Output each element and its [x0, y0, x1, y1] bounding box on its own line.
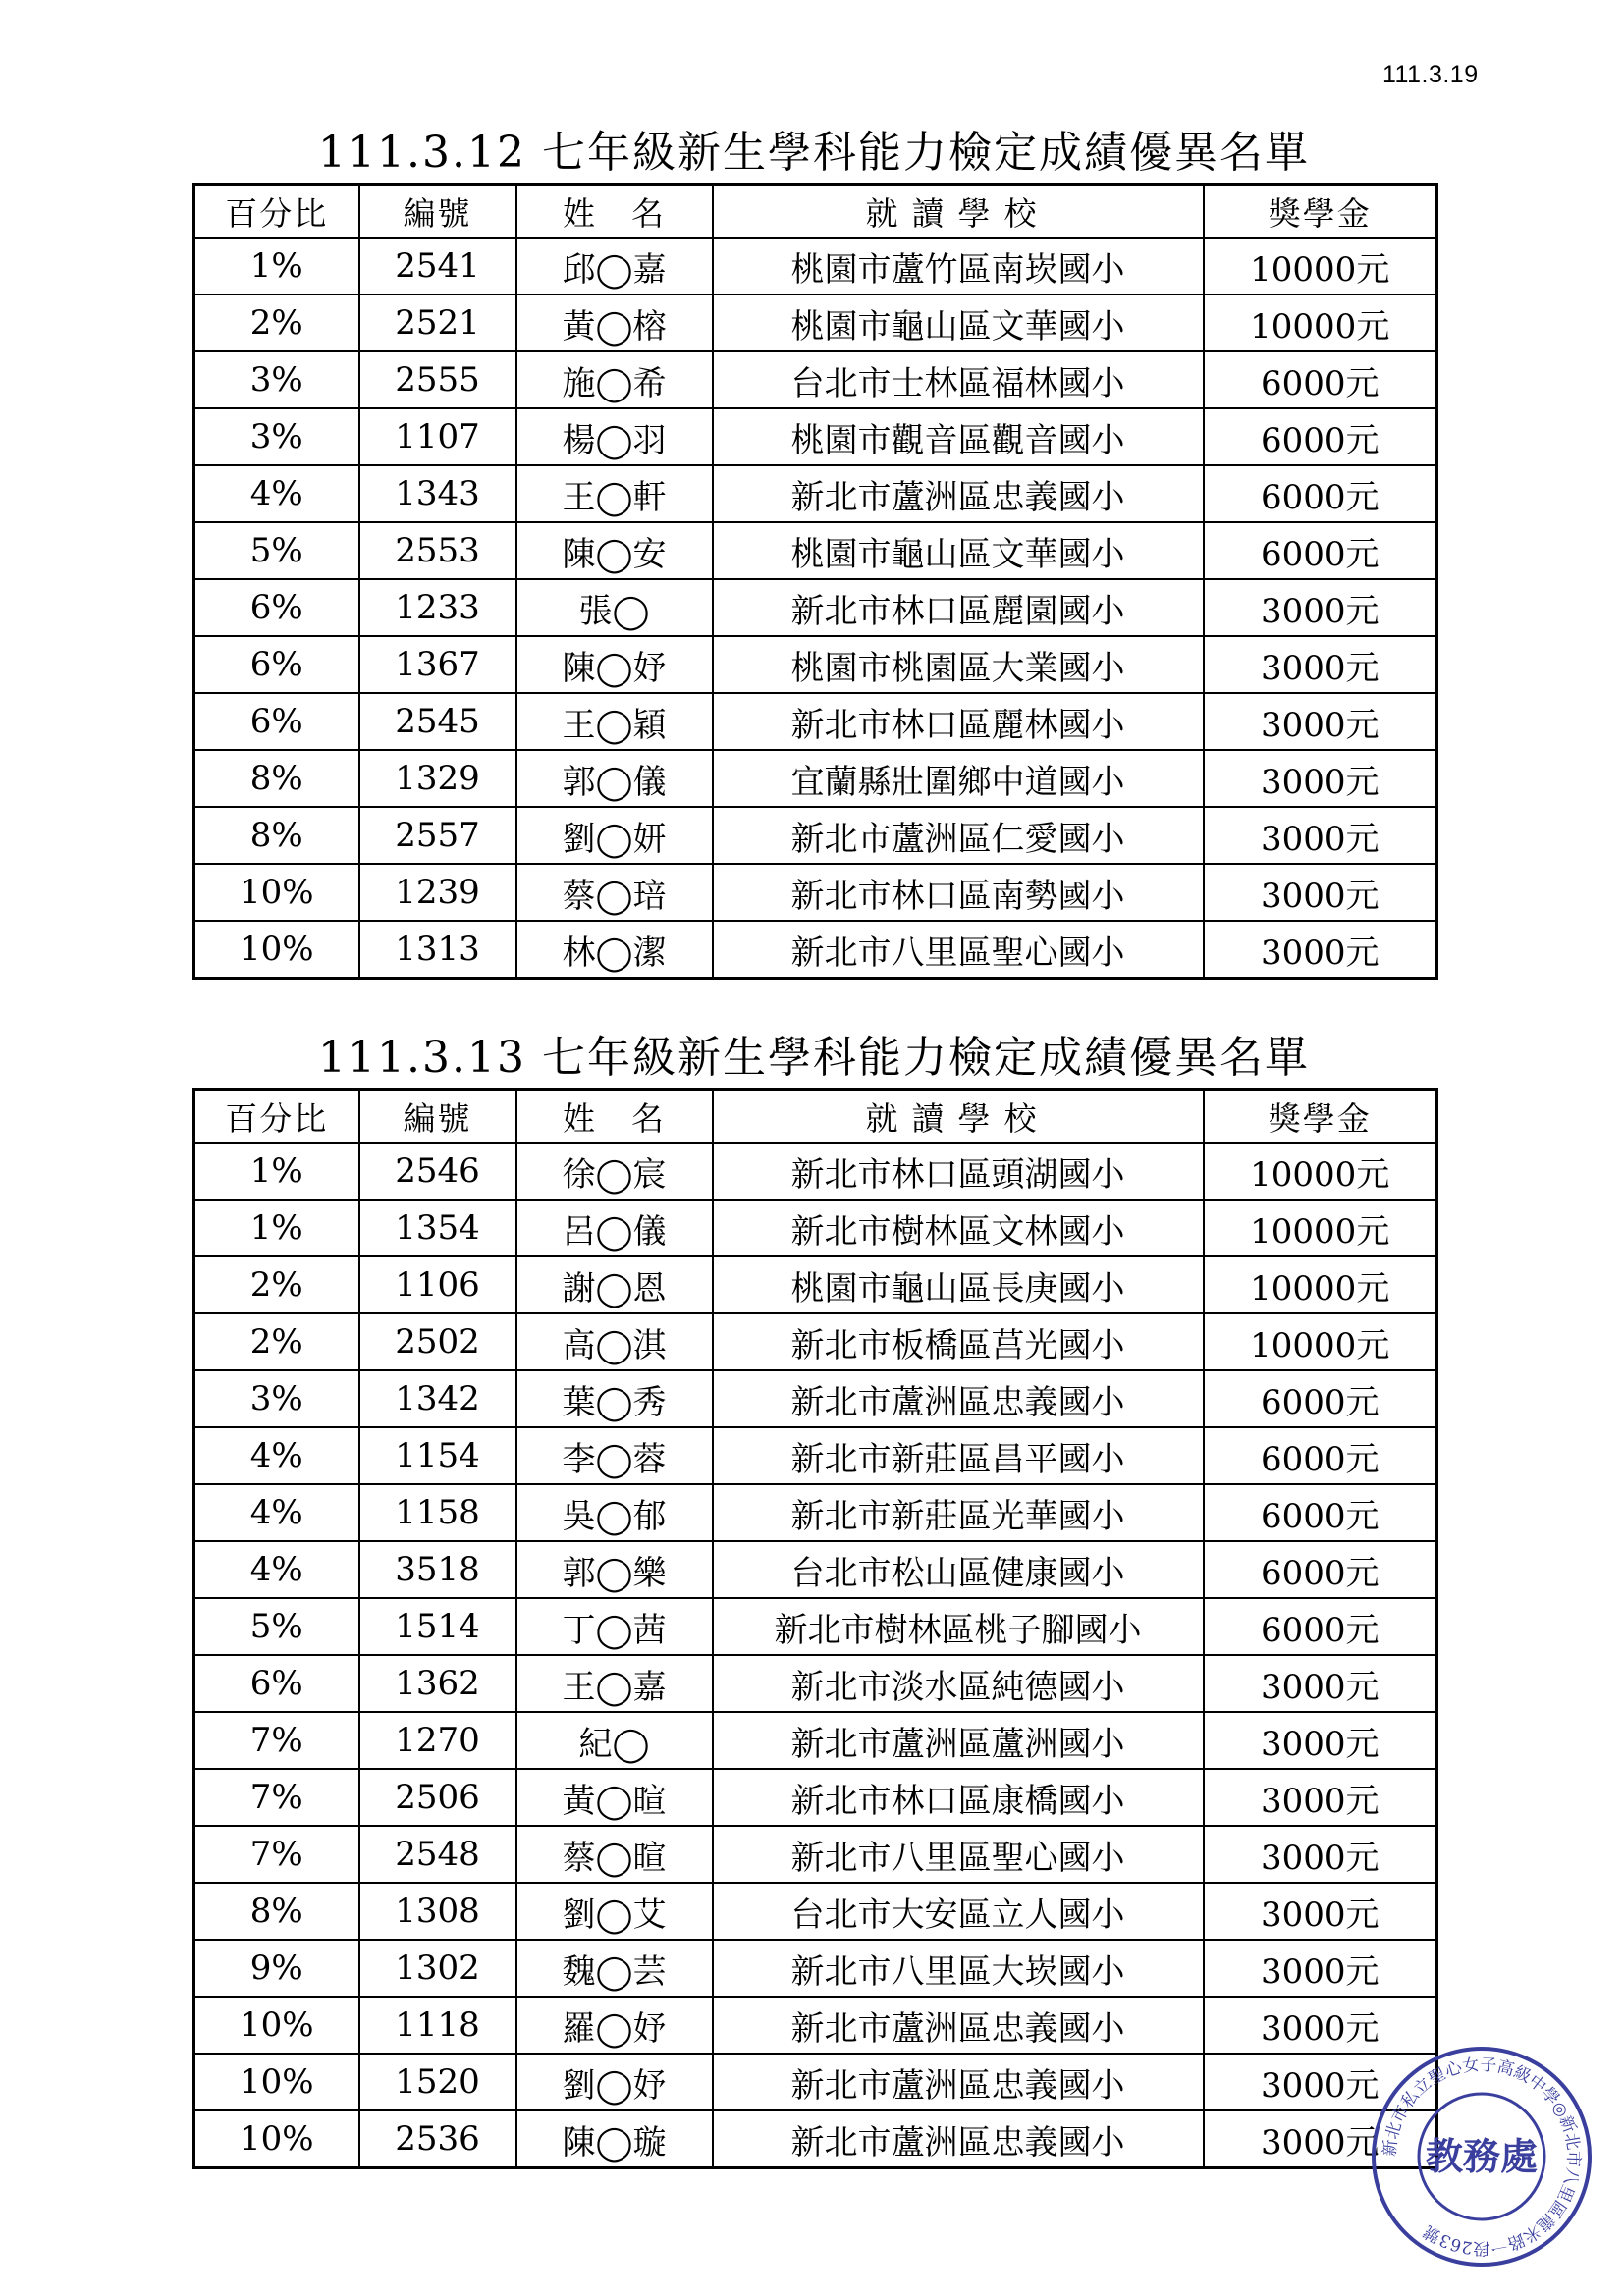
- cell-school: 台北市大安區立人國小: [713, 1883, 1204, 1940]
- table-row: [194, 1883, 1437, 1940]
- table-row: [194, 864, 1437, 921]
- cell-id: 1342: [359, 1370, 516, 1427]
- cell-name: 羅◯妤: [516, 1997, 713, 2054]
- cell-id: 1329: [359, 750, 516, 807]
- cell-id: 2536: [359, 2110, 516, 2168]
- table-row: [194, 1427, 1437, 1484]
- cell-scholarship: 3000元: [1204, 636, 1437, 693]
- cell-school: 台北市士林區福林國小: [713, 351, 1204, 408]
- cell-school: 新北市蘆洲區忠義國小: [713, 2110, 1204, 2168]
- table-row: [194, 294, 1437, 351]
- cell-id: 1308: [359, 1883, 516, 1940]
- cell-scholarship: 3000元: [1204, 807, 1437, 864]
- cell-scholarship: 3000元: [1204, 864, 1437, 921]
- table-row: [194, 1256, 1437, 1313]
- cell-percentile: 10%: [194, 1997, 359, 2054]
- table-body: [194, 1143, 1437, 2168]
- cell-name: 王◯穎: [516, 693, 713, 750]
- cell-percentile: 4%: [194, 1427, 359, 1484]
- header-id: 編號: [359, 1090, 516, 1144]
- cell-scholarship: 3000元: [1204, 1712, 1437, 1769]
- cell-school: 新北市樹林區桃子腳國小: [713, 1598, 1204, 1655]
- cell-scholarship: 3000元: [1204, 1826, 1437, 1883]
- table-row: [194, 1655, 1437, 1712]
- cell-name: 黃◯榕: [516, 294, 713, 351]
- cell-school: 新北市林口區南勢國小: [713, 864, 1204, 921]
- cell-name: 魏◯芸: [516, 1940, 713, 1997]
- cell-scholarship: 3000元: [1204, 1883, 1437, 1940]
- cell-scholarship: 6000元: [1204, 1427, 1437, 1484]
- cell-name: 楊◯羽: [516, 408, 713, 465]
- cell-percentile: 10%: [194, 921, 359, 979]
- cell-name: 陳◯妤: [516, 636, 713, 693]
- cell-school: 新北市蘆洲區仁愛國小: [713, 807, 1204, 864]
- cell-scholarship: 3000元: [1204, 1940, 1437, 1997]
- cell-id: 2555: [359, 351, 516, 408]
- cell-school: 新北市八里區聖心國小: [713, 921, 1204, 979]
- table-row: [194, 636, 1437, 693]
- table-row: [194, 1541, 1437, 1598]
- cell-id: 2521: [359, 294, 516, 351]
- cell-school: 桃園市觀音區觀音國小: [713, 408, 1204, 465]
- cell-percentile: 10%: [194, 864, 359, 921]
- cell-name: 葉◯秀: [516, 1370, 713, 1427]
- cell-percentile: 2%: [194, 1256, 359, 1313]
- cell-id: 2502: [359, 1313, 516, 1370]
- table-row: [194, 750, 1437, 807]
- cell-scholarship: 10000元: [1204, 1143, 1437, 1200]
- table-row: [194, 1712, 1437, 1769]
- cell-percentile: 2%: [194, 294, 359, 351]
- cell-percentile: 6%: [194, 636, 359, 693]
- cell-school: 台北市松山區健康國小: [713, 1541, 1204, 1598]
- cell-id: 2548: [359, 1826, 516, 1883]
- cell-school: 新北市樹林區文林國小: [713, 1200, 1204, 1256]
- cell-name: 陳◯璇: [516, 2110, 713, 2168]
- table-row: [194, 1370, 1437, 1427]
- cell-id: 1354: [359, 1200, 516, 1256]
- cell-scholarship: 6000元: [1204, 1484, 1437, 1541]
- table-row: [194, 408, 1437, 465]
- cell-name: 高◯淇: [516, 1313, 713, 1370]
- header-id: 編號: [359, 185, 516, 239]
- cell-id: 1343: [359, 465, 516, 522]
- table-row: [194, 579, 1437, 636]
- seal-ring-textpath: 新北市私立聖心女子高級中學◎新北市八里區龍米路一段263號: [1380, 2055, 1584, 2259]
- cell-percentile: 7%: [194, 1826, 359, 1883]
- cell-percentile: 1%: [194, 238, 359, 294]
- cell-id: 1158: [359, 1484, 516, 1541]
- table-row: [194, 1200, 1437, 1256]
- cell-name: 李◯蓉: [516, 1427, 713, 1484]
- cell-scholarship: 6000元: [1204, 408, 1437, 465]
- header-scholarship: 獎學金: [1204, 1090, 1437, 1144]
- cell-percentile: 6%: [194, 693, 359, 750]
- cell-scholarship: 3000元: [1204, 921, 1437, 979]
- table-row: [194, 1313, 1437, 1370]
- table-row: [194, 2054, 1437, 2110]
- table-row: [194, 238, 1437, 294]
- cell-percentile: 1%: [194, 1200, 359, 1256]
- table-row: [194, 807, 1437, 864]
- document-date: 111.3.19: [1382, 61, 1479, 88]
- cell-percentile: 7%: [194, 1769, 359, 1826]
- cell-scholarship: 6000元: [1204, 1598, 1437, 1655]
- cell-school: 桃園市龜山區長庚國小: [713, 1256, 1204, 1313]
- cell-percentile: 6%: [194, 1655, 359, 1712]
- cell-school: 新北市八里區聖心國小: [713, 1826, 1204, 1883]
- cell-id: 1239: [359, 864, 516, 921]
- cell-name: 劉◯妍: [516, 807, 713, 864]
- official-seal: [1367, 2042, 1597, 2271]
- cell-percentile: 10%: [194, 2054, 359, 2110]
- cell-scholarship: 3000元: [1204, 579, 1437, 636]
- cell-scholarship: 6000元: [1204, 522, 1437, 579]
- cell-name: 張◯: [516, 579, 713, 636]
- cell-percentile: 4%: [194, 1484, 359, 1541]
- cell-name: 陳◯安: [516, 522, 713, 579]
- header-scholarship: 獎學金: [1204, 185, 1437, 239]
- cell-id: 1107: [359, 408, 516, 465]
- cell-id: 1270: [359, 1712, 516, 1769]
- cell-id: 2546: [359, 1143, 516, 1200]
- cell-school: 新北市八里區大崁國小: [713, 1940, 1204, 1997]
- cell-name: 謝◯恩: [516, 1256, 713, 1313]
- cell-name: 蔡◯琣: [516, 864, 713, 921]
- cell-name: 丁◯茜: [516, 1598, 713, 1655]
- cell-scholarship: 3000元: [1204, 2110, 1437, 2168]
- table-row: [194, 1997, 1437, 2054]
- cell-scholarship: 10000元: [1204, 1256, 1437, 1313]
- cell-percentile: 8%: [194, 807, 359, 864]
- cell-id: 1520: [359, 2054, 516, 2110]
- cell-scholarship: 3000元: [1204, 1655, 1437, 1712]
- table-row: [194, 1826, 1437, 1883]
- cell-scholarship: 3000元: [1204, 1997, 1437, 2054]
- ranking-table: [192, 1088, 1438, 2169]
- table-row: [194, 465, 1437, 522]
- cell-name: 蔡◯暄: [516, 1826, 713, 1883]
- cell-school: 新北市蘆洲區忠義國小: [713, 465, 1204, 522]
- ranking-section-1: [192, 126, 1435, 980]
- header-name: 姓 名: [516, 185, 713, 239]
- cell-scholarship: 6000元: [1204, 465, 1437, 522]
- cell-scholarship: 6000元: [1204, 1541, 1437, 1598]
- section-title: 111.3.12 七年級新生學科能力檢定成績優異名單: [318, 128, 1310, 178]
- cell-name: 郭◯儀: [516, 750, 713, 807]
- cell-name: 劉◯妤: [516, 2054, 713, 2110]
- table-row: [194, 2110, 1437, 2168]
- table-row: [194, 1143, 1437, 1200]
- cell-id: 2541: [359, 238, 516, 294]
- cell-school: 新北市板橋區莒光國小: [713, 1313, 1204, 1370]
- section-title: 111.3.13 七年級新生學科能力檢定成績優異名單: [318, 1033, 1310, 1083]
- table-row: [194, 351, 1437, 408]
- cell-name: 施◯希: [516, 351, 713, 408]
- cell-percentile: 2%: [194, 1313, 359, 1370]
- table-row: [194, 693, 1437, 750]
- cell-percentile: 9%: [194, 1940, 359, 1997]
- cell-id: 2506: [359, 1769, 516, 1826]
- cell-percentile: 8%: [194, 1883, 359, 1940]
- cell-school: 新北市新莊區光華國小: [713, 1484, 1204, 1541]
- cell-percentile: 5%: [194, 522, 359, 579]
- cell-id: 2553: [359, 522, 516, 579]
- cell-name: 王◯軒: [516, 465, 713, 522]
- table-header-row: [194, 185, 1437, 239]
- cell-name: 郭◯樂: [516, 1541, 713, 1598]
- cell-id: 2557: [359, 807, 516, 864]
- cell-id: 1233: [359, 579, 516, 636]
- cell-id: 1367: [359, 636, 516, 693]
- cell-school: 新北市蘆洲區蘆洲國小: [713, 1712, 1204, 1769]
- cell-school: 宜蘭縣壯圍鄉中道國小: [713, 750, 1204, 807]
- cell-id: 1302: [359, 1940, 516, 1997]
- cell-scholarship: 10000元: [1204, 294, 1437, 351]
- cell-name: 呂◯儀: [516, 1200, 713, 1256]
- cell-scholarship: 3000元: [1204, 1769, 1437, 1826]
- cell-name: 黃◯暄: [516, 1769, 713, 1826]
- table-row: [194, 1769, 1437, 1826]
- cell-name: 吳◯郁: [516, 1484, 713, 1541]
- table-row: [194, 1484, 1437, 1541]
- cell-percentile: 1%: [194, 1143, 359, 1200]
- cell-scholarship: 3000元: [1204, 2054, 1437, 2110]
- header-school: 就讀學校: [713, 185, 1204, 239]
- table-row: [194, 1940, 1437, 1997]
- cell-percentile: 10%: [194, 2110, 359, 2168]
- cell-name: 林◯潔: [516, 921, 713, 979]
- table-body: [194, 238, 1437, 979]
- cell-percentile: 7%: [194, 1712, 359, 1769]
- ranking-table: [192, 183, 1438, 980]
- cell-school: 新北市蘆洲區忠義國小: [713, 2054, 1204, 2110]
- table-row: [194, 1598, 1437, 1655]
- cell-percentile: 5%: [194, 1598, 359, 1655]
- cell-school: 新北市林口區麗林國小: [713, 693, 1204, 750]
- cell-school: 桃園市桃園區大業國小: [713, 636, 1204, 693]
- cell-id: 3518: [359, 1541, 516, 1598]
- cell-name: 紀◯: [516, 1712, 713, 1769]
- cell-scholarship: 10000元: [1204, 1200, 1437, 1256]
- cell-school: 新北市林口區麗園國小: [713, 579, 1204, 636]
- cell-school: 新北市新莊區昌平國小: [713, 1427, 1204, 1484]
- cell-percentile: 6%: [194, 579, 359, 636]
- cell-school: 新北市林口區頭湖國小: [713, 1143, 1204, 1200]
- cell-scholarship: 10000元: [1204, 1313, 1437, 1370]
- cell-name: 徐◯宸: [516, 1143, 713, 1200]
- header-school: 就讀學校: [713, 1090, 1204, 1144]
- cell-school: 新北市林口區康橋國小: [713, 1769, 1204, 1826]
- cell-name: 王◯嘉: [516, 1655, 713, 1712]
- table-header-row: [194, 1090, 1437, 1144]
- cell-id: 1514: [359, 1598, 516, 1655]
- ranking-section-2: [192, 1031, 1435, 2169]
- cell-school: 新北市蘆洲區忠義國小: [713, 1997, 1204, 2054]
- header-percentile: 百分比: [194, 1090, 359, 1144]
- table-row: [194, 522, 1437, 579]
- cell-scholarship: 3000元: [1204, 750, 1437, 807]
- cell-id: 1362: [359, 1655, 516, 1712]
- cell-scholarship: 6000元: [1204, 351, 1437, 408]
- cell-school: 桃園市龜山區文華國小: [713, 522, 1204, 579]
- cell-percentile: 8%: [194, 750, 359, 807]
- cell-school: 新北市蘆洲區忠義國小: [713, 1370, 1204, 1427]
- header-name: 姓 名: [516, 1090, 713, 1144]
- cell-id: 2545: [359, 693, 516, 750]
- header-percentile: 百分比: [194, 185, 359, 239]
- cell-id: 1154: [359, 1427, 516, 1484]
- cell-scholarship: 6000元: [1204, 1370, 1437, 1427]
- cell-name: 劉◯艾: [516, 1883, 713, 1940]
- cell-scholarship: 3000元: [1204, 693, 1437, 750]
- cell-id: 1118: [359, 1997, 516, 2054]
- cell-percentile: 3%: [194, 351, 359, 408]
- cell-scholarship: 10000元: [1204, 238, 1437, 294]
- cell-percentile: 4%: [194, 465, 359, 522]
- cell-school: 桃園市蘆竹區南崁國小: [713, 238, 1204, 294]
- cell-name: 邱◯嘉: [516, 238, 713, 294]
- cell-school: 新北市淡水區純德國小: [713, 1655, 1204, 1712]
- cell-id: 1106: [359, 1256, 516, 1313]
- seal-center-text: 教務處: [1425, 2134, 1539, 2178]
- cell-school: 桃園市龜山區文華國小: [713, 294, 1204, 351]
- cell-percentile: 3%: [194, 408, 359, 465]
- cell-id: 1313: [359, 921, 516, 979]
- cell-percentile: 4%: [194, 1541, 359, 1598]
- cell-percentile: 3%: [194, 1370, 359, 1427]
- table-row: [194, 921, 1437, 979]
